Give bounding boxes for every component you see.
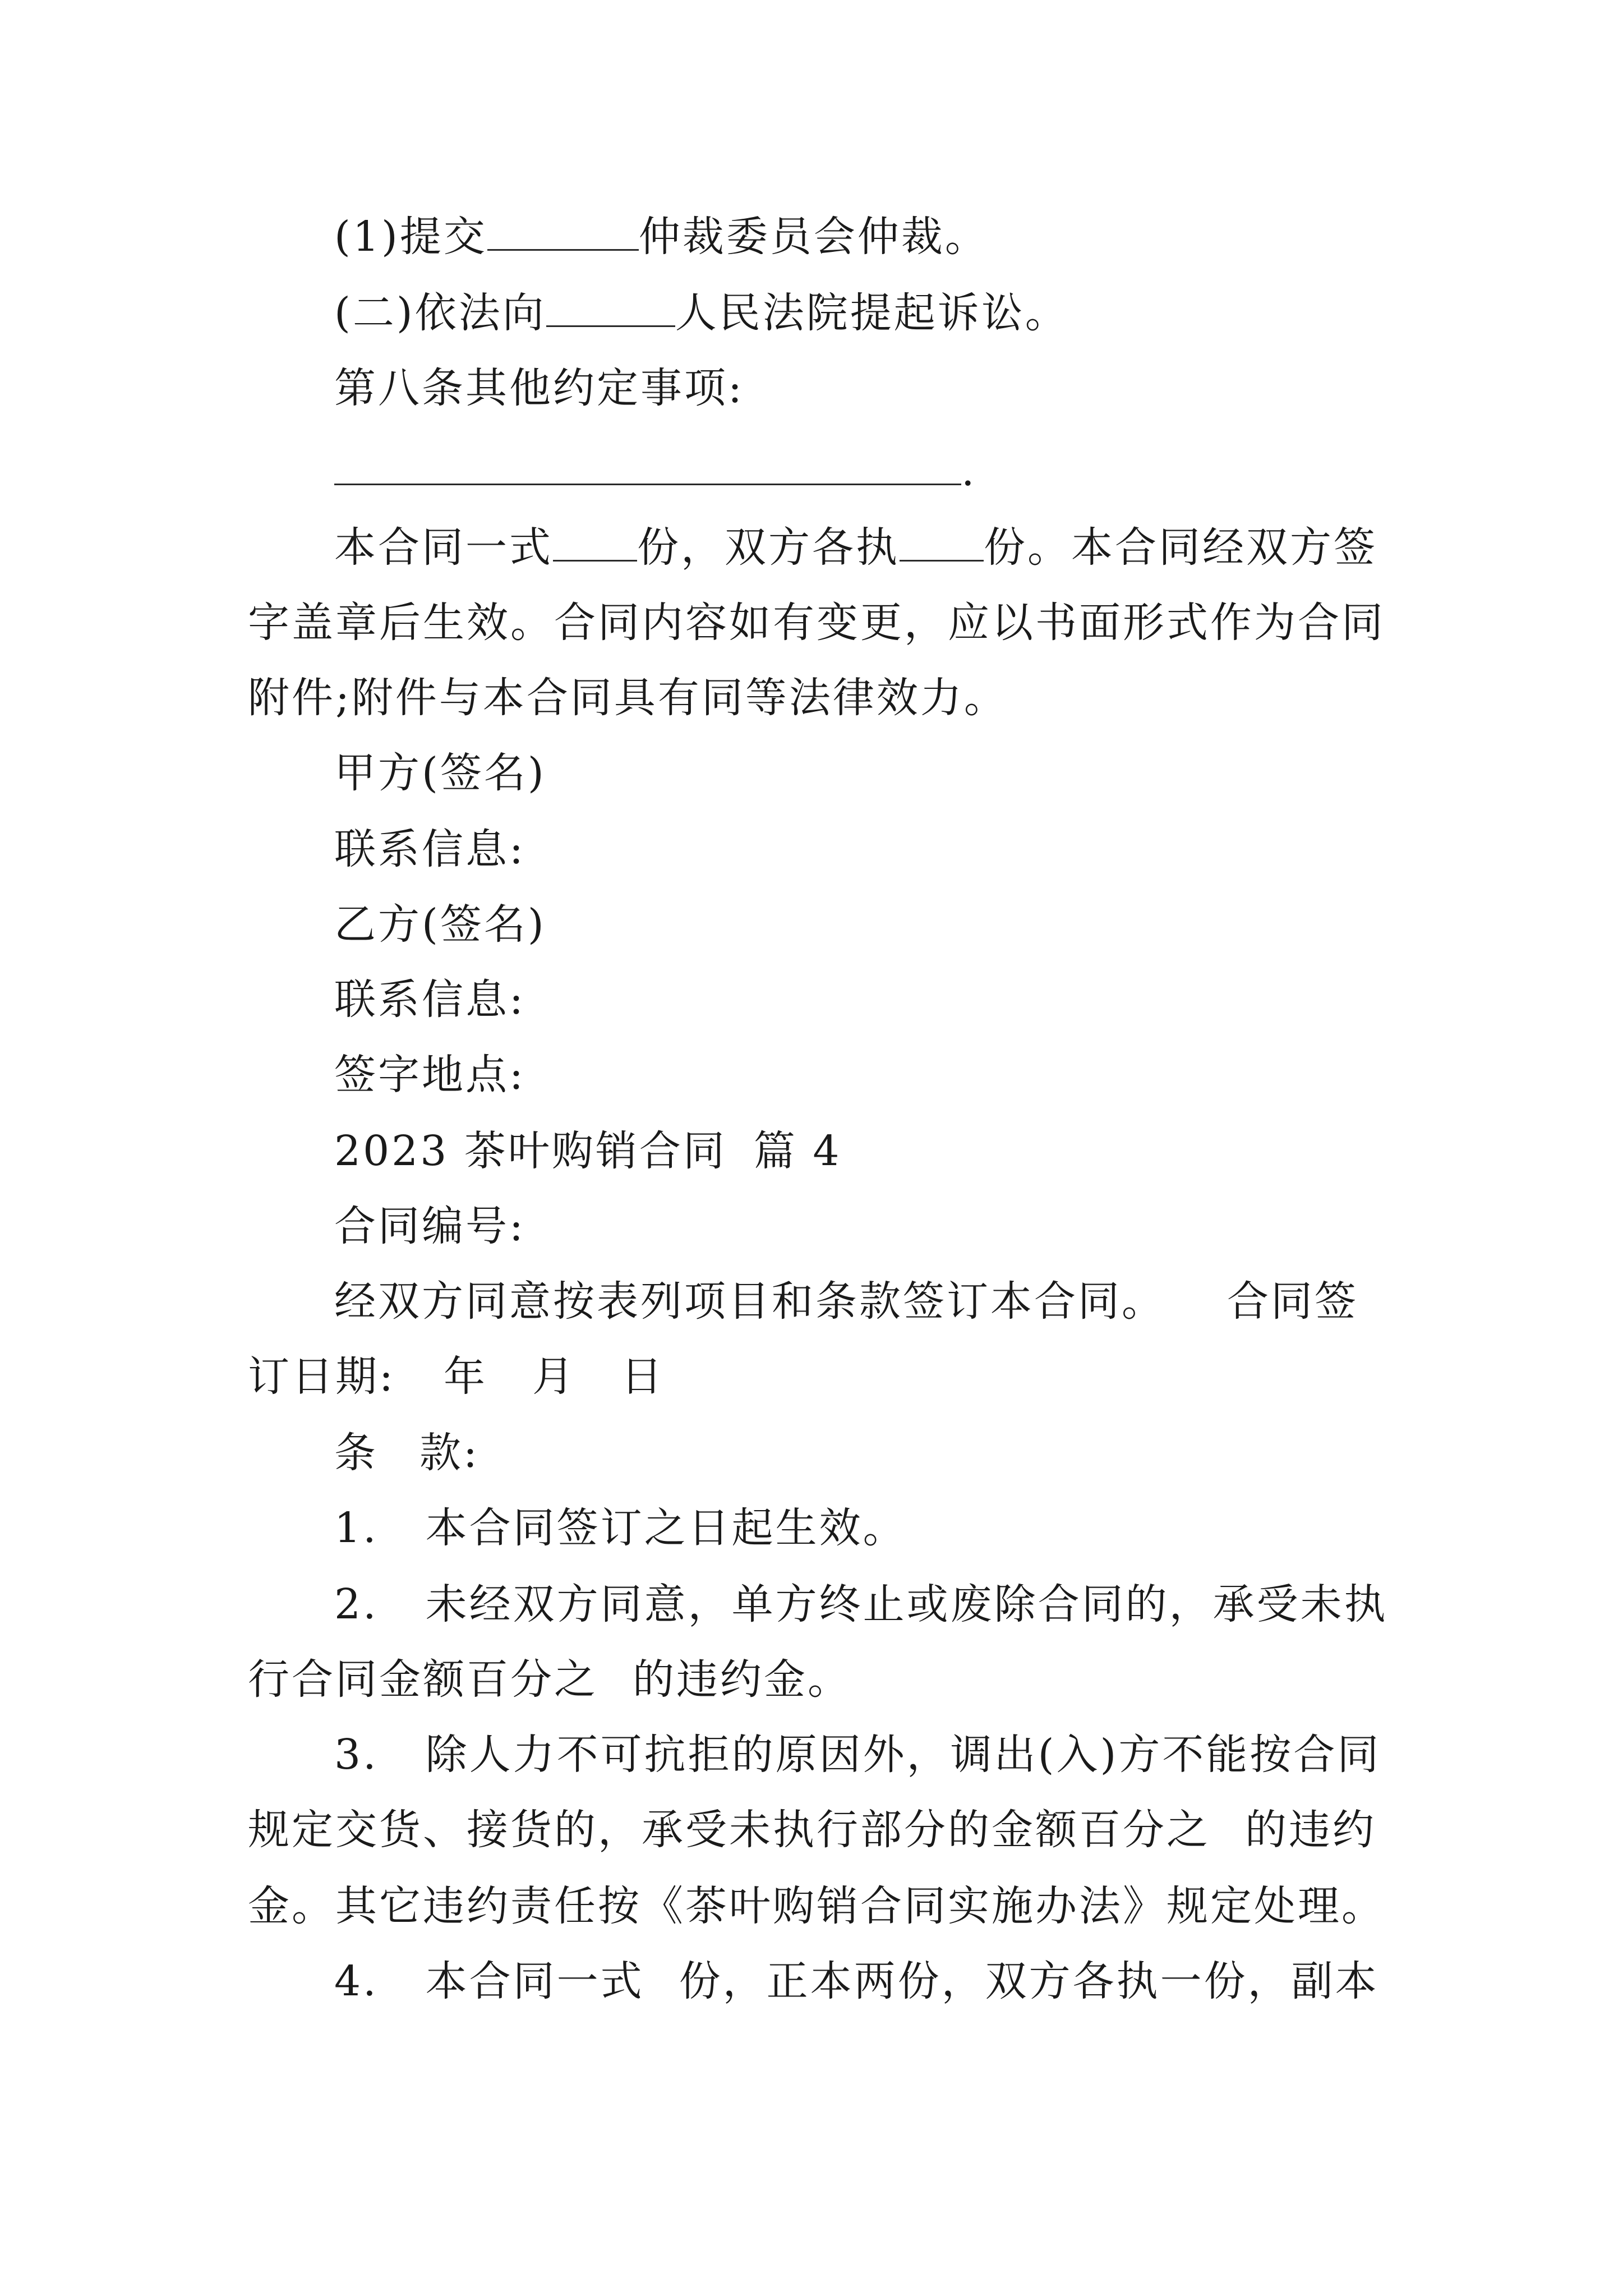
signing-date: 订日期: 年 月 日 [248,1352,665,1401]
term-2: 2. 未经双方同意，单方终止或废除合同的，承受未执 [334,1580,1388,1628]
party-a-signature: 甲方(签名) [334,749,546,797]
signing-location: 签字地点: [334,1051,525,1099]
contract-number: 合同编号: [334,1202,525,1250]
blank-field [546,286,675,327]
blank-field [900,521,984,562]
term-2-continued: 行合同金额百分之 的违约金。 [248,1655,851,1704]
term-1: 1. 本合同签订之日起生效。 [334,1504,907,1552]
paragraph-line: 附件;附件与本合同具有同等法律效力。 [248,674,1008,722]
blank-field [487,210,639,251]
litigation-clause: (二)依法向 人民法院提起诉讼。 [334,285,1069,341]
term-3-continued: 规定交货、接货的，承受未执行部分的金额百分之 的违约 [248,1806,1376,1854]
terms-heading: 条 款: [334,1429,479,1477]
party-b-contact: 联系信息: [334,976,525,1024]
term-3-continued: 金。其它违约责任按《茶叶购销合同实施办法》规定处理。 [248,1882,1385,1930]
arbitration-clause: (1)提交 仲裁委员会仲裁。 [334,209,989,265]
party-a-contact: 联系信息: [334,825,525,873]
party-b-signature: 乙方(签名) [334,900,546,949]
section-title: 2023 茶叶购销合同 篇 4 [334,1127,842,1175]
term-4: 4. 本合同一式 份，正本两份，双方各执一份，副本 [334,1957,1379,2005]
term-3: 3. 除人力不可抗拒的原因外，调出(入)方不能按合同 [334,1731,1381,1779]
agreement-statement: 经双方同意按表列项目和条款签订本合同。 合同签 [334,1277,1358,1326]
paragraph-line: 字盖章后生效。合同内容如有变更，应以书面形式作为合同 [248,599,1385,647]
blank-field [334,444,961,485]
article-eight-heading: 第八条其他约定事项: [334,364,744,412]
copies-clause: 本合同一式 份，双方各执 份。本合同经双方签 [334,519,1377,576]
other-matters-blank: . [334,443,977,499]
blank-field [553,521,637,562]
